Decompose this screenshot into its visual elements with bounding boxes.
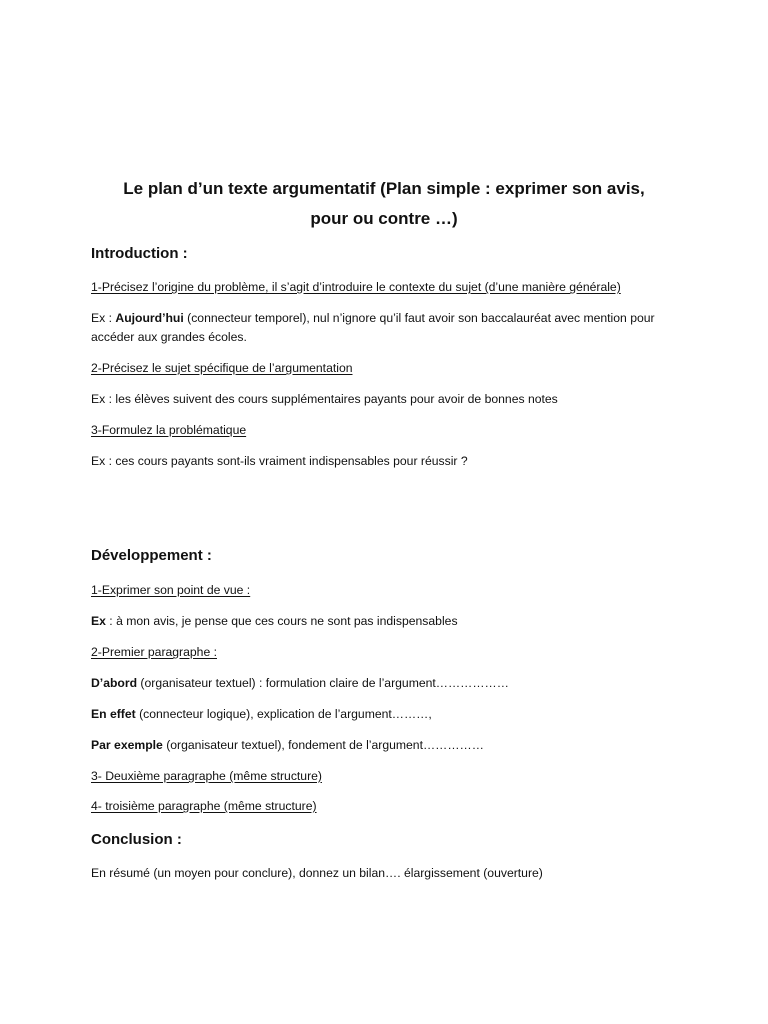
document-title bbox=[80, 174, 688, 234]
conclusion-heading: Conclusion : bbox=[91, 831, 182, 848]
dev-step-1: 1-Exprimer son point de vue : bbox=[91, 583, 251, 597]
developpement-heading: Développement : bbox=[91, 547, 212, 564]
title-line-2: pour ou contre …) bbox=[310, 209, 458, 228]
parexemple-text: (organisateur textuel), fondement de l’argument…………… bbox=[162, 738, 484, 752]
intro-step-1: 1-Précisez l’origine du problème, il s’agit d’introduire le contexte du sujet (d’une manière générale) bbox=[91, 280, 621, 294]
dev-parexemple-line bbox=[91, 736, 681, 755]
intro-example-3: Ex : ces cours payants sont-ils vraiment indispensables pour réussir ? bbox=[91, 454, 468, 468]
dev-example-1-text: : à mon avis, je pense que ces cours ne sont pas indispensables bbox=[105, 614, 458, 628]
parexemple-keyword: Par exemple bbox=[91, 738, 163, 752]
dev-step-3: 3- Deuxième paragraphe (même structure) bbox=[91, 769, 322, 783]
dev-step-4: 4- troisième paragraphe (même structure) bbox=[91, 799, 317, 813]
dev-dabord-line bbox=[91, 674, 681, 693]
intro-example-1-text: (connecteur temporel), nul n’ignore qu’il faut avoir son baccalauréat avec mention pour accéder aux grandes écoles. bbox=[91, 311, 655, 344]
eneffet-text: (connecteur logique), explication de l’argument………, bbox=[135, 707, 432, 721]
intro-example-1 bbox=[91, 309, 681, 347]
dev-example-1-keyword: Ex bbox=[91, 614, 106, 628]
intro-example-1-keyword: Aujourd’hui bbox=[115, 311, 184, 325]
intro-example-2: Ex : les élèves suivent des cours supplémentaires payants pour avoir de bonnes notes bbox=[91, 392, 558, 406]
dev-eneffet-line bbox=[91, 705, 681, 724]
dabord-keyword: D’abord bbox=[91, 676, 138, 690]
eneffet-keyword: En effet bbox=[91, 707, 136, 721]
dev-example-1 bbox=[91, 612, 681, 631]
title-line-1: Le plan d’un texte argumentatif (Plan simple : exprimer son avis, bbox=[123, 179, 645, 198]
intro-step-3: 3-Formulez la problématique bbox=[91, 423, 247, 437]
conclusion-text: En résumé (un moyen pour conclure), donnez un bilan…. élargissement (ouverture) bbox=[91, 866, 543, 880]
introduction-heading: Introduction : bbox=[91, 245, 188, 262]
intro-step-2: 2-Précisez le sujet spécifique de l’argumentation bbox=[91, 361, 353, 375]
dabord-text: (organisateur textuel) : formulation claire de l’argument……………… bbox=[137, 676, 509, 690]
dev-step-2: 2-Premier paragraphe : bbox=[91, 645, 217, 659]
intro-example-1-prefix: Ex : bbox=[91, 311, 116, 325]
